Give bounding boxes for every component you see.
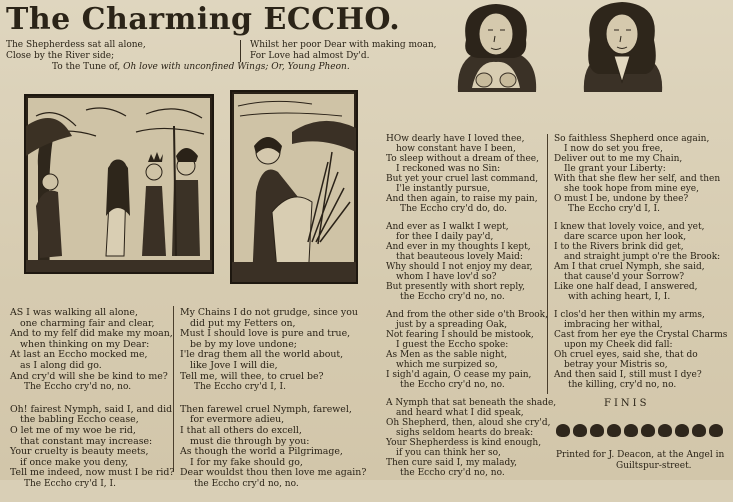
stanza [386,222,556,302]
subtitle-right-2: For Love had almost Dy'd. [250,51,370,61]
verse-line: And from the other side o'th Brook, [386,310,548,320]
stanza [386,134,556,214]
verse-line: Deliver out to me my Chain, [554,154,683,164]
subtitle-left-2: Close by the River side; [6,51,115,61]
eccho-refrain: The Eccho cry'd do, do. [400,204,508,214]
verse-line: for thee I daily pay'd, [396,232,494,242]
verse-line: Oh cruel eyes, said she, that do [554,350,698,360]
verse-line: I clos'd her then within my arms, [554,310,705,320]
verse-line: and heard what I did speak, [396,408,524,418]
verse-line: sighs seldom hearts do break: [396,428,534,438]
verse-line: Why should I not enjoy my dear, [386,262,533,272]
stanza [554,222,727,302]
verse-line: I'le drag them all the world about, [180,349,344,361]
stanza [10,308,174,393]
ornament-row-icon [556,424,723,437]
verse-line: Cast from her eye the Crystal Charms [554,330,728,340]
stanza [180,308,366,393]
tune-line [52,62,350,73]
eccho-refrain: The Eccho cry'd I, I. [194,382,286,393]
eccho-refrain: The Eccho cry'd I, I. [568,204,660,214]
woodcut-scene-shepherdess [230,90,358,284]
verse-line: I to the Rivers brink did get, [554,242,684,252]
verse-line: And ever in my thoughts I kept, [386,242,531,252]
eccho-refrain: The Eccho cry'd I, I. [24,478,116,489]
verse-line: and straight jumpt o're the Brook: [564,252,721,262]
verse-line: But presently with short reply, [386,282,525,292]
verse-line: And then said I, still must I dye? [554,370,702,380]
verse-line: Then cure said I, my malady, [386,458,518,468]
verse-line: I'le instantly pursue, [396,184,491,194]
verse-line: Your cruelty is beauty meets, [10,446,149,458]
verse-line: like Jove I will die, [190,359,278,371]
eccho-refrain: the Eccho cry'd no, no. [400,468,505,478]
verse-line: Then farewel cruel Nymph, farewel, [180,403,352,415]
verse-line: O let me of my woe be rid, [10,424,136,436]
verse-line: A Nymph that sat beneath the shade, [386,398,557,408]
verse-line: Dear wouldst thou then love me again? [180,467,367,479]
verse-line: if you can think her so, [396,448,501,458]
verse-line: Am I that cruel Nymph, she said, [554,262,705,272]
eccho-refrain: the Eccho cry'd no, no. [400,292,505,302]
verse-line: Your Shepherdess is kind enough, [386,438,542,448]
subtitle-left-1: The Shepherdess sat all alone, [6,40,146,50]
verse-line: I for my fake should go, [190,456,303,468]
eccho-refrain: with aching heart, I, I. [568,292,671,302]
verse-line: But yet your cruel last command, [386,174,539,184]
verse-line: must die through by you: [190,435,310,447]
verse-line: O must I be, undone by thee? [554,194,689,204]
verse-line: Must I should love is pure and true, [180,328,351,340]
verse-line: that constant may increase: [20,435,153,447]
ballad-title: The Charming ECCHO. [6,2,401,37]
verse-column-1 [10,308,174,502]
verse-line: upon my Cheek did fall: [564,340,673,350]
verse-line: I that all others do excell, [180,424,302,436]
verse-line: be by my love undone; [190,338,297,350]
verse-line: whom I have lov'd so? [396,272,497,282]
stanza [180,405,366,490]
man-portrait-icon [576,0,668,96]
verse-line: So faithless Shepherd once again, [554,134,710,144]
verse-line: I now do set you free, [564,144,663,154]
verse-line: did put my Fetters on, [190,317,296,329]
verse-line: Like one half dead, I answered, [554,282,698,292]
verse-line: that cause'd your Sorrow? [564,272,685,282]
verse-line: And ever as I walkt I wept, [386,222,509,232]
verse-line: I knew that lovely voice, and yet, [554,222,705,232]
eccho-refrain: The Eccho cry'd no, no. [24,382,132,393]
verse-line: betray your Mistris so, [564,360,668,370]
woodcut-scene-figures [24,94,214,274]
verse-line: when thinking on my Dear: [20,338,150,350]
woman-portrait-icon [448,0,544,96]
verse-column-3 [386,134,556,478]
verse-line: Ile grant your Liberty: [564,164,666,174]
verse-line: one charming fair and clear, [20,317,155,329]
eccho-refrain: the Eccho cry'd no, no. [194,478,299,489]
verse-line: dare scarce upon her look, [564,232,687,242]
verse-line: My Chains I do not grudge, since you [180,307,358,318]
verse-line: Tell me indeed, now must I be rid? [10,467,175,479]
verse-line: HOw dearly have I loved thee, [386,134,525,144]
verse-line: she took hope from mine eye, [564,184,699,194]
verse-line: I guest the Eccho spoke: [396,340,509,350]
verse-line: And cry'd will she be kind to me? [10,370,168,382]
printer-imprint [556,450,724,472]
verse-line: As Men as the sable night, [386,350,508,360]
verse-line: which me surpized so, [396,360,498,370]
verse-line: As though the world a Pilgrimage, [180,446,343,458]
verse-line: if once make you deny, [20,456,129,468]
verse-column-2 [180,308,366,502]
verse-line: At last an Eccho mocked me, [10,349,148,361]
verse-line: as I along did go. [20,359,102,371]
printer-line-2: Guiltspur-street. [616,461,692,471]
subtitle-right-1: Whilst her poor Dear with making moan, [250,40,437,50]
tune-name: Oh love with unconfined Wings; Or, Young Pheon. [123,62,350,72]
printer-line-1: Printed for J. Deacon, at the Angel in [556,450,725,460]
verse-line: And to my felf did make my moan, [10,328,173,340]
verse-line: Tell me, will thee, to cruel be? [180,370,324,382]
verse-line: Oh! fairest Nymph, said I, and did [10,403,173,415]
verse-line: just by a spreading Oak, [396,320,508,330]
verse-line: the babling Eccho cease, [20,414,139,426]
stanza [386,398,556,478]
stanza [554,134,727,214]
eccho-refrain: the Eccho cry'd no, no. [400,380,505,390]
verse-line: AS I was walking all alone, [10,307,138,318]
verse-line: I reckoned was no Sin: [396,164,501,174]
verse-line: I sigh'd again, O cease my pain, [386,370,532,380]
tune-prefix: To the Tune of, [52,62,121,72]
verse-line: how constant have I been, [396,144,516,154]
verse-line: Not fearing I should be mistook, [386,330,534,340]
finis-label: FINIS [604,398,650,409]
verse-line: Oh Shepherd, then, aloud she cry'd, [386,418,551,428]
verse-line: that beauteous lovely Maid: [396,252,523,262]
stanza [386,310,556,390]
verse-line: imbracing her withal, [564,320,663,330]
stanza [554,310,727,390]
verse-line: With that she flew her self, and then [554,174,721,184]
verse-line: And then again, to raise my pain, [386,194,538,204]
stanza [10,405,174,490]
verse-column-4 [554,134,727,390]
subtitle-divider [240,40,241,62]
verse-line: To sleep without a dream of thee, [386,154,539,164]
eccho-refrain: the killing, cry'd no, no. [568,380,677,390]
verse-line: for evermore adieu, [190,414,285,426]
